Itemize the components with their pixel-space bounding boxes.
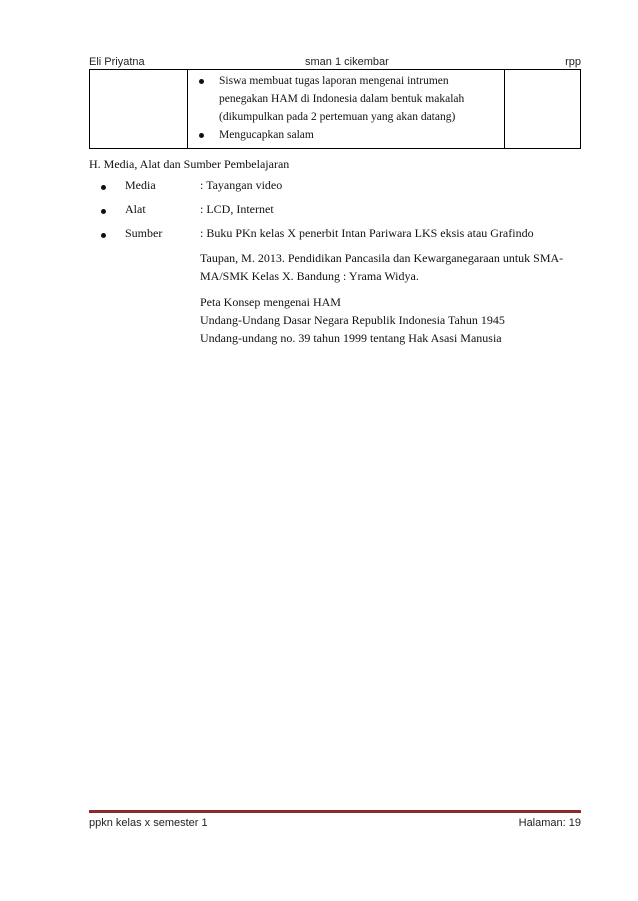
header-doc-type: rpp bbox=[565, 56, 581, 68]
page-footer bbox=[89, 817, 581, 833]
list-item-text: Mengucapkan salam bbox=[219, 129, 314, 141]
list-item bbox=[196, 126, 496, 144]
references bbox=[200, 249, 580, 347]
footer-course: ppkn kelas x semester 1 bbox=[89, 817, 208, 829]
footer-divider bbox=[89, 810, 581, 813]
item-label: Media bbox=[125, 178, 156, 192]
item-value: : Tayangan video bbox=[200, 178, 283, 192]
page-number: Halaman: 19 bbox=[518, 817, 581, 829]
reference-item: Taupan, M. 2013. Pendidikan Pancasila dan Kewarganegaraan untuk SMA-MA/SMK Kelas X. Bandung : Yrama Widya. bbox=[200, 251, 564, 283]
bullet-icon bbox=[101, 209, 106, 214]
bullet-icon bbox=[199, 133, 204, 138]
activity-list bbox=[196, 72, 496, 144]
header-school: sman 1 cikembar bbox=[305, 56, 389, 68]
list-item bbox=[89, 178, 569, 202]
header-author: Eli Priyatna bbox=[89, 56, 145, 68]
reference-item: Undang-Undang Dasar Negara Republik Indonesia Tahun 1945 bbox=[200, 313, 505, 327]
item-label: Alat bbox=[125, 202, 146, 216]
list-item bbox=[196, 72, 496, 126]
item-label: Sumber bbox=[125, 226, 163, 240]
item-value: : Buku PKn kelas X penerbit Intan Pariwara LKS eksis atau Grafindo bbox=[200, 226, 534, 240]
reference-item: Peta Konsep mengenai HAM bbox=[200, 295, 341, 309]
reference-item: Undang-undang no. 39 tahun 1999 tentang Hak Asasi Manusia bbox=[200, 331, 502, 345]
media-list bbox=[89, 178, 569, 250]
list-item bbox=[89, 226, 569, 250]
item-value: : LCD, Internet bbox=[200, 202, 274, 216]
activity-table-fragment bbox=[89, 69, 581, 149]
table-divider bbox=[504, 70, 505, 148]
table-divider bbox=[187, 70, 188, 148]
list-item bbox=[89, 202, 569, 226]
section-title: H. Media, Alat dan Sumber Pembelajaran bbox=[89, 157, 290, 171]
bullet-icon bbox=[101, 233, 106, 238]
list-item-text: Siswa membuat tugas laporan mengenai intrumen penegakan HAM di Indonesia dalam bentuk makalah (dikumpulkan pada 2 pertemuan yang akan datang) bbox=[219, 75, 465, 123]
bullet-icon bbox=[101, 185, 106, 190]
bullet-icon bbox=[199, 79, 204, 84]
